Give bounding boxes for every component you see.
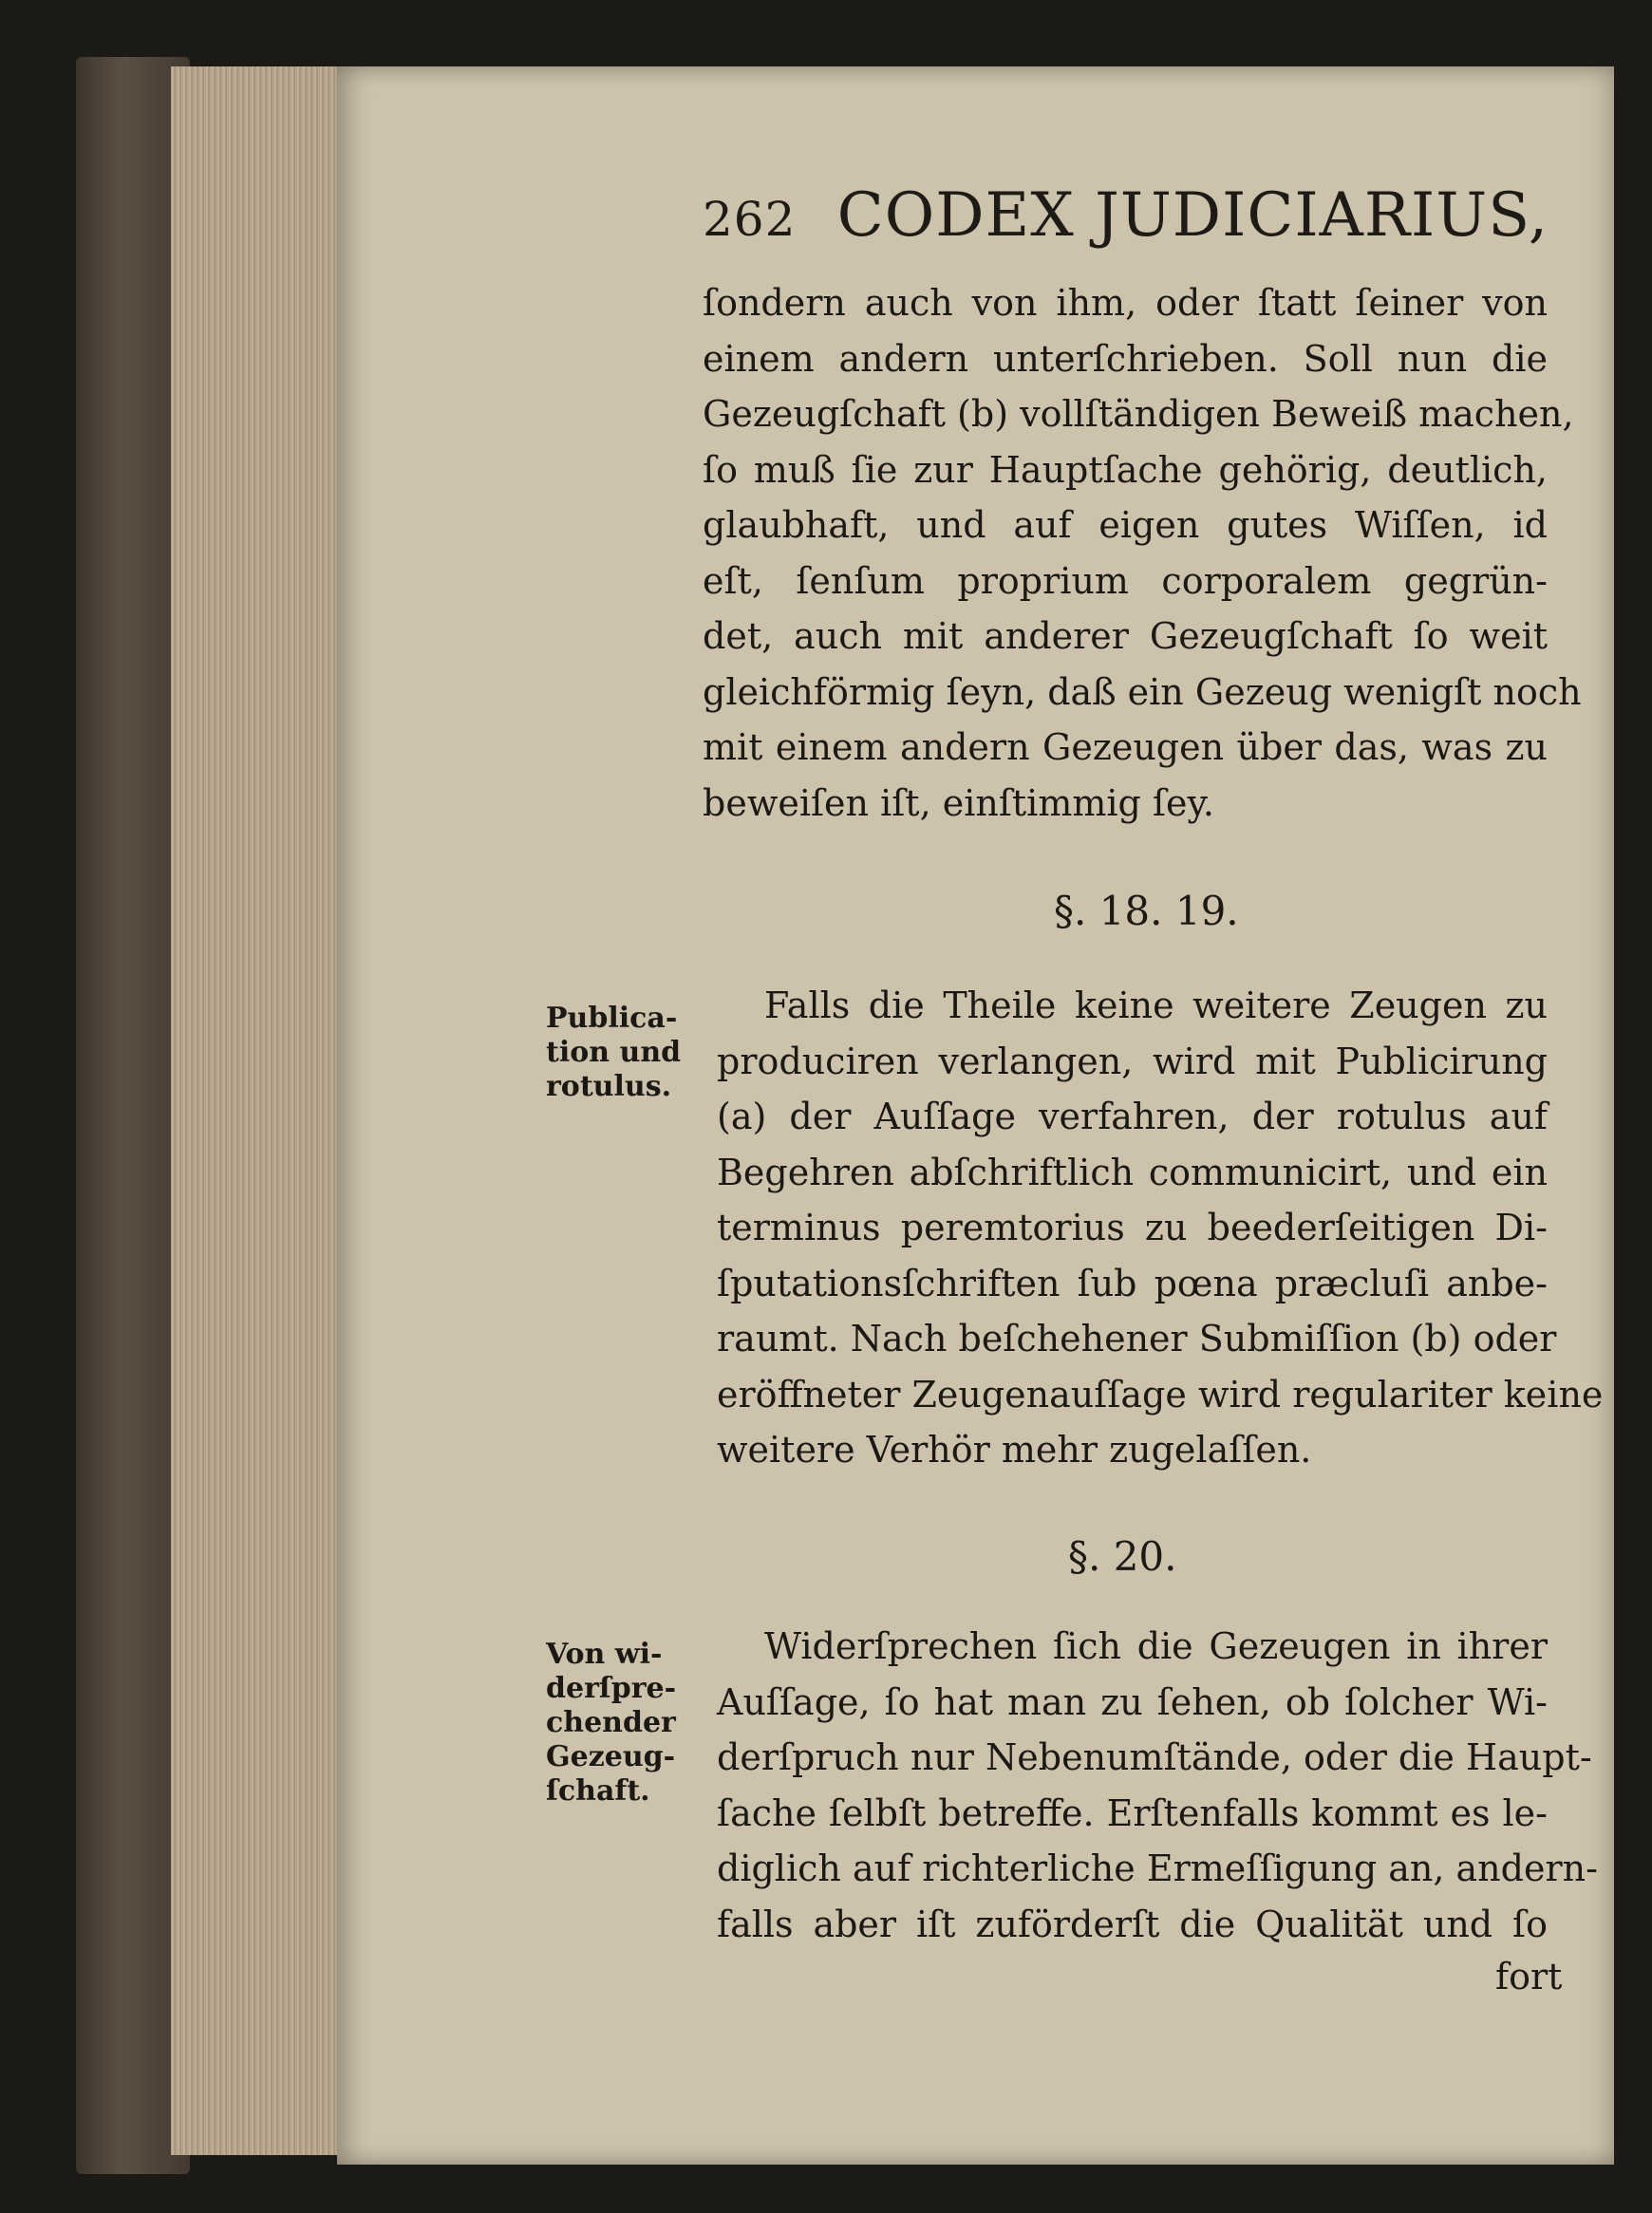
text-line: ſondern auch von ihm, oder ſtatt ſeiner von (703, 282, 1548, 324)
paragraph-block-1 (703, 275, 1582, 831)
page-number: 262 (703, 192, 797, 247)
text-line: gleichförmig ſeyn, daß ein Gezeug wenigſt noch (703, 670, 1582, 713)
margin-note-contradiction (546, 1638, 676, 1809)
text-line: ſache ſelbſt betreffe. Erſtenfalls kommt es le- (717, 1791, 1548, 1834)
text-line: beweiſen iſt, einſtimmig ſey. (703, 781, 1215, 824)
margin-note-publication (546, 1002, 681, 1104)
text-line: eröffneter Zeugenauſſage wird regulariter keine (717, 1373, 1604, 1416)
text-line: derſpruch nur Nebenumſtände, oder die Haupt- (717, 1736, 1592, 1778)
text-line: raumt. Nach beſchehener Submiſſion (b) oder (717, 1318, 1557, 1360)
running-title: CODEX JUDICIARIUS, (836, 180, 1549, 251)
text-line: det, auch mit anderer Gezeugſchaft ſo weit (703, 615, 1548, 657)
paragraph-block-2 (717, 978, 1604, 1478)
text-line: ſputationsſchriften ſub pœna præcluſi anbe- (717, 1262, 1548, 1304)
text-line: glaubhaft, und auf eigen gutes Wiſſen, id (703, 504, 1548, 546)
margin-note-line: ſchaft. (546, 1774, 650, 1808)
paragraph-block-3 (717, 1619, 1598, 1952)
margin-note-line: Von wi- (546, 1638, 663, 1671)
text-line: ſo muß ſie zur Hauptſache gehörig, deutlich, (703, 448, 1548, 491)
text-line: Auſſage, ſo hat man zu ſehen, ob ſolcher Wi- (717, 1680, 1548, 1723)
text-line: einem andern unterſchrieben. Soll nun die (703, 337, 1548, 380)
section-heading-20: §. 20. (1068, 1533, 1177, 1580)
margin-note-line: Publica- (546, 1002, 678, 1035)
text-line: Falls die Theile keine weitere Zeugen zu (764, 985, 1548, 1026)
text-line: falls aber iſt zuförderſt die Qualität und ſo (717, 1903, 1548, 1945)
text-line: diglich auf richterliche Ermeſſigung an, andern- (717, 1847, 1598, 1889)
margin-note-line: derſpre- (546, 1672, 677, 1705)
margin-note-line: tion und (546, 1036, 682, 1069)
text-line: Widerſprechen ſich die Gezeugen in ihrer (764, 1625, 1548, 1667)
catchword: fort (1495, 1956, 1563, 1997)
margin-note-line: rotulus. (546, 1070, 672, 1103)
page-header (703, 180, 1549, 251)
text-line: mit einem andern Gezeugen über das, was zu (703, 726, 1548, 768)
text-line: Begehren abſchriftlich communicirt, und ein (717, 1151, 1548, 1193)
text-line: terminus peremtorius zu beederſeitigen Di- (717, 1207, 1548, 1248)
margin-note-line: chender (546, 1706, 676, 1739)
section-heading-18-19: §. 18. 19. (1054, 888, 1239, 934)
margin-note-line: Gezeug- (546, 1740, 676, 1773)
text-line: produciren verlangen, wird mit Publicirung (717, 1040, 1548, 1082)
text-line: (a) der Auſſage verfahren, der rotulus auf (717, 1096, 1548, 1137)
page-stack-edge (171, 66, 351, 2155)
text-line: eſt, ſenſum proprium corporalem gegrün- (703, 559, 1548, 602)
text-line: Gezeugſchaft (b) vollſtändigen Beweiß machen, (703, 393, 1574, 435)
text-line: weitere Verhör mehr zugelaſſen. (717, 1429, 1312, 1471)
